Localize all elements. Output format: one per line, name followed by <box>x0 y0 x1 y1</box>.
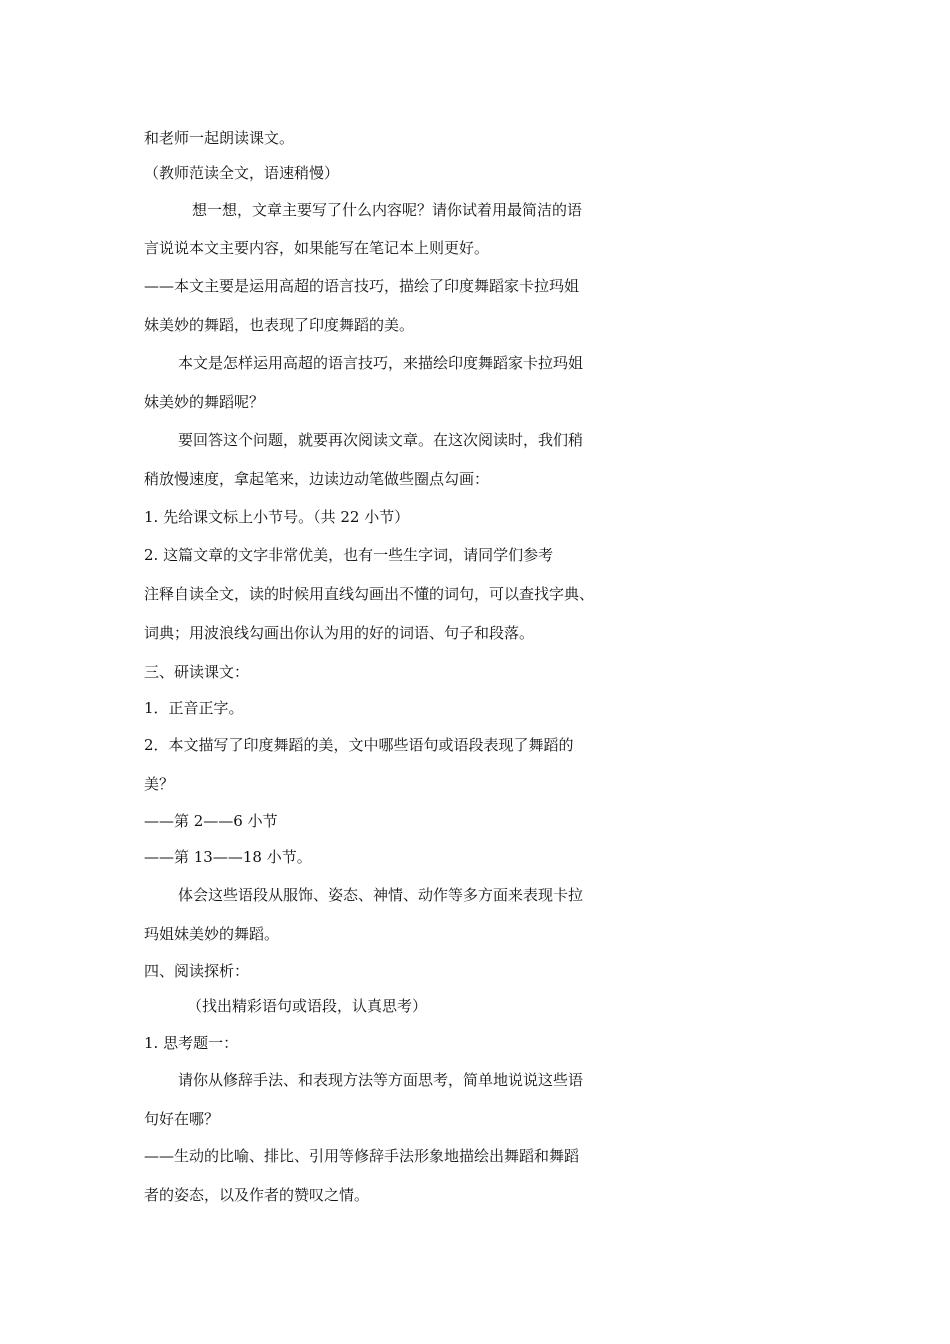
text-line: 美？ <box>144 775 175 793</box>
text-line: 妹美妙的舞蹈呢？ <box>144 393 265 411</box>
list-item: 1．正音正字。 <box>144 699 244 717</box>
section-heading: 三、研读课文： <box>144 663 250 681</box>
list-item: 1. 思考题一： <box>144 1034 239 1052</box>
text-line: （找出精彩语句或语段，认真思考） <box>187 997 428 1015</box>
text-line: ——本文主要是运用高超的语言技巧，描绘了印度舞蹈家卡拉玛姐 <box>144 277 580 295</box>
text-line: 体会这些语段从服饰、姿态、神情、动作等多方面来表现卡拉 <box>178 886 584 904</box>
list-item: 2. 这篇文章的文字非常优美，也有一些生字词，请同学们参考 <box>144 546 554 564</box>
text-line: 妹美妙的舞蹈，也表现了印度舞蹈的美。 <box>144 316 415 334</box>
list-item: 2．本文描写了印度舞蹈的美，文中哪些语句或语段表现了舞蹈的 <box>144 736 574 754</box>
text-line: 本文是怎样运用高超的语言技巧，来描绘印度舞蹈家卡拉玛姐 <box>178 354 584 372</box>
text-line: 注释自读全文，读的时候用直线勾画出不懂的词句，可以查找字典、 <box>144 585 595 603</box>
text-line: 句好在哪？ <box>144 1110 220 1128</box>
text-line: （教师范读全文，语速稍慢） <box>144 164 340 182</box>
text-line: 要回答这个问题，就要再次阅读文章。在这次阅读时，我们稍 <box>178 431 584 449</box>
text-line: ——生动的比喻、排比、引用等修辞手法形象地描绘出舞蹈和舞蹈 <box>144 1147 580 1165</box>
text-line: ——第 2——6 小节 <box>144 812 278 830</box>
text-line: 请你从修辞手法、和表现方法等方面思考，简单地说说这些语 <box>178 1071 584 1089</box>
text-line: 想一想，文章主要写了什么内容呢？请你试着用最简洁的语 <box>192 201 583 219</box>
text-line: 玛姐妹美妙的舞蹈。 <box>144 925 280 943</box>
text-line: 稍放慢速度，拿起笔来，边读边动笔做些圈点勾画： <box>144 470 490 488</box>
text-line: ——第 13——18 小节。 <box>144 848 312 866</box>
text-line: 者的姿态，以及作者的赞叹之情。 <box>144 1186 370 1204</box>
text-line: 和老师一起朗读课文。 <box>144 129 295 147</box>
text-line: 词典；用波浪线勾画出你认为用的好的词语、句子和段落。 <box>144 624 535 642</box>
section-heading: 四、阅读探析： <box>144 962 250 980</box>
text-line: 言说说本文主要内容，如果能写在笔记本上则更好。 <box>144 239 490 257</box>
list-item: 1. 先给课文标上小节号。（共 22 小节） <box>144 508 410 526</box>
